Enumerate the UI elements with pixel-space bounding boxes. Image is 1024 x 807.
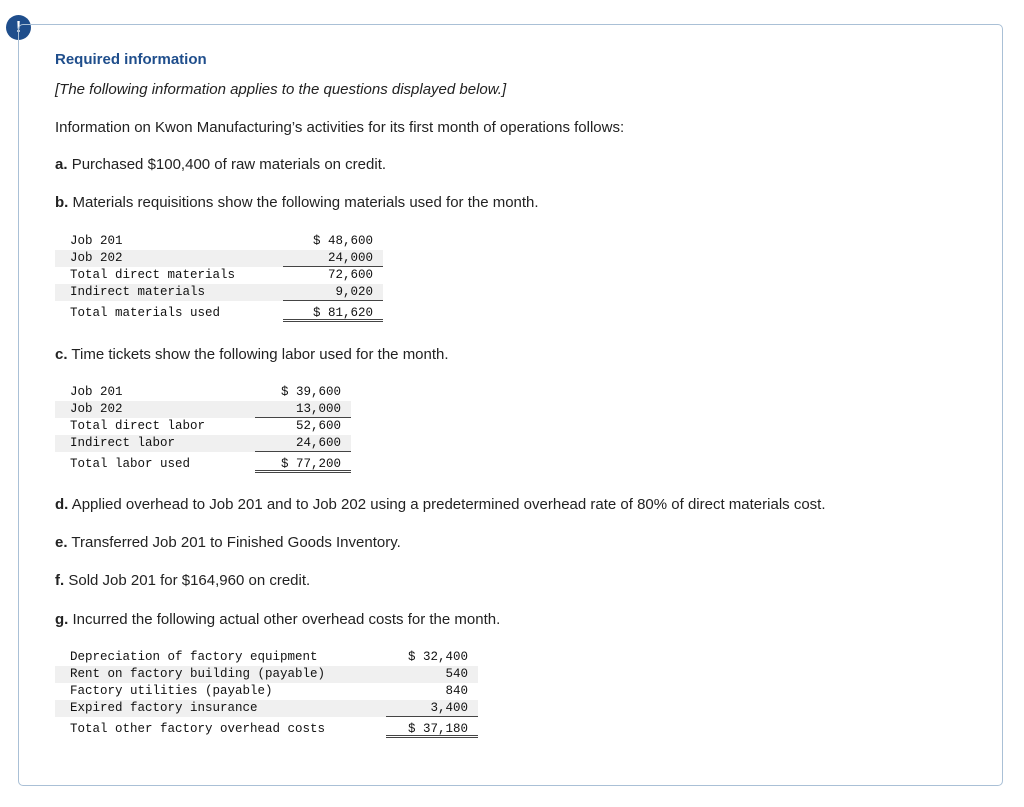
row-amount: $ 39,600 [280,385,341,399]
row-label: Job 202 [55,250,283,267]
item-d [55,496,826,513]
row-amount: $ 81,620 [283,305,383,322]
row-amount: $ 32,400 [407,650,468,664]
row-label: Rent on factory building (payable) [55,666,386,683]
row-label: Total labor used [70,457,191,471]
item-c-letter: c. [55,346,68,363]
row-label: Total other factory overhead costs [70,722,326,736]
row-amount: $ 77,200 [255,456,351,473]
row-amount: 9,020 [283,284,383,301]
item-d-letter: d. [55,496,69,513]
item-e-letter: e. [55,534,68,551]
required-info-title: Required information [55,51,207,68]
row-label: Job 201 [70,234,123,248]
row-label: Expired factory insurance [55,700,386,717]
row-label: Job 202 [55,401,255,418]
row-label: Indirect materials [55,284,283,301]
row-amount: 840 [445,684,468,698]
item-g [55,611,500,628]
row-label: Depreciation of factory equipment [70,650,318,664]
row-label: Factory utilities (payable) [70,684,273,698]
item-a-letter: a. [55,156,68,173]
item-f-text: Sold Job 201 for $164,960 on credit. [68,572,311,589]
intro-note: [The following information applies to the questions displayed below.] [55,81,507,98]
row-label: Total direct materials [70,268,236,282]
item-b-text: Materials requisitions show the following materials used for the month. [72,194,539,211]
item-g-text: Incurred the following actual other overhead costs for the month. [72,611,501,628]
item-f [55,572,310,589]
item-b [55,194,539,211]
item-f-letter: f. [55,572,65,589]
row-label: Indirect labor [55,435,255,452]
item-a-text: Purchased $100,400 of raw materials on credit. [71,156,387,173]
item-g-letter: g. [55,611,69,628]
item-d-text: Applied overhead to Job 201 and to Job 202 using a predetermined overhead rate of 80% of direct materials cost. [71,496,826,513]
row-amount: $ 37,180 [386,721,478,738]
item-c [55,346,449,363]
item-c-text: Time tickets show the following labor used for the month. [71,346,449,363]
row-label: Total materials used [70,306,221,320]
item-b-letter: b. [55,194,69,211]
lead-text: Information on Kwon Manufacturing’s activities for its first month of operations follows: [55,119,625,136]
row-amount: 540 [386,666,478,683]
item-a [55,156,386,173]
row-label: Job 201 [70,385,123,399]
row-label: Total direct labor [70,419,206,433]
alert-icon: ! [6,15,31,40]
row-amount: 13,000 [255,401,351,418]
row-amount: 72,600 [327,268,373,282]
item-e [55,534,401,551]
row-amount: 52,600 [295,419,341,433]
item-e-text: Transferred Job 201 to Finished Goods Inventory. [71,534,401,551]
row-amount: 3,400 [386,700,478,717]
row-amount: 24,600 [255,435,351,452]
row-amount: 24,000 [283,250,383,267]
row-amount: $ 48,600 [312,234,373,248]
